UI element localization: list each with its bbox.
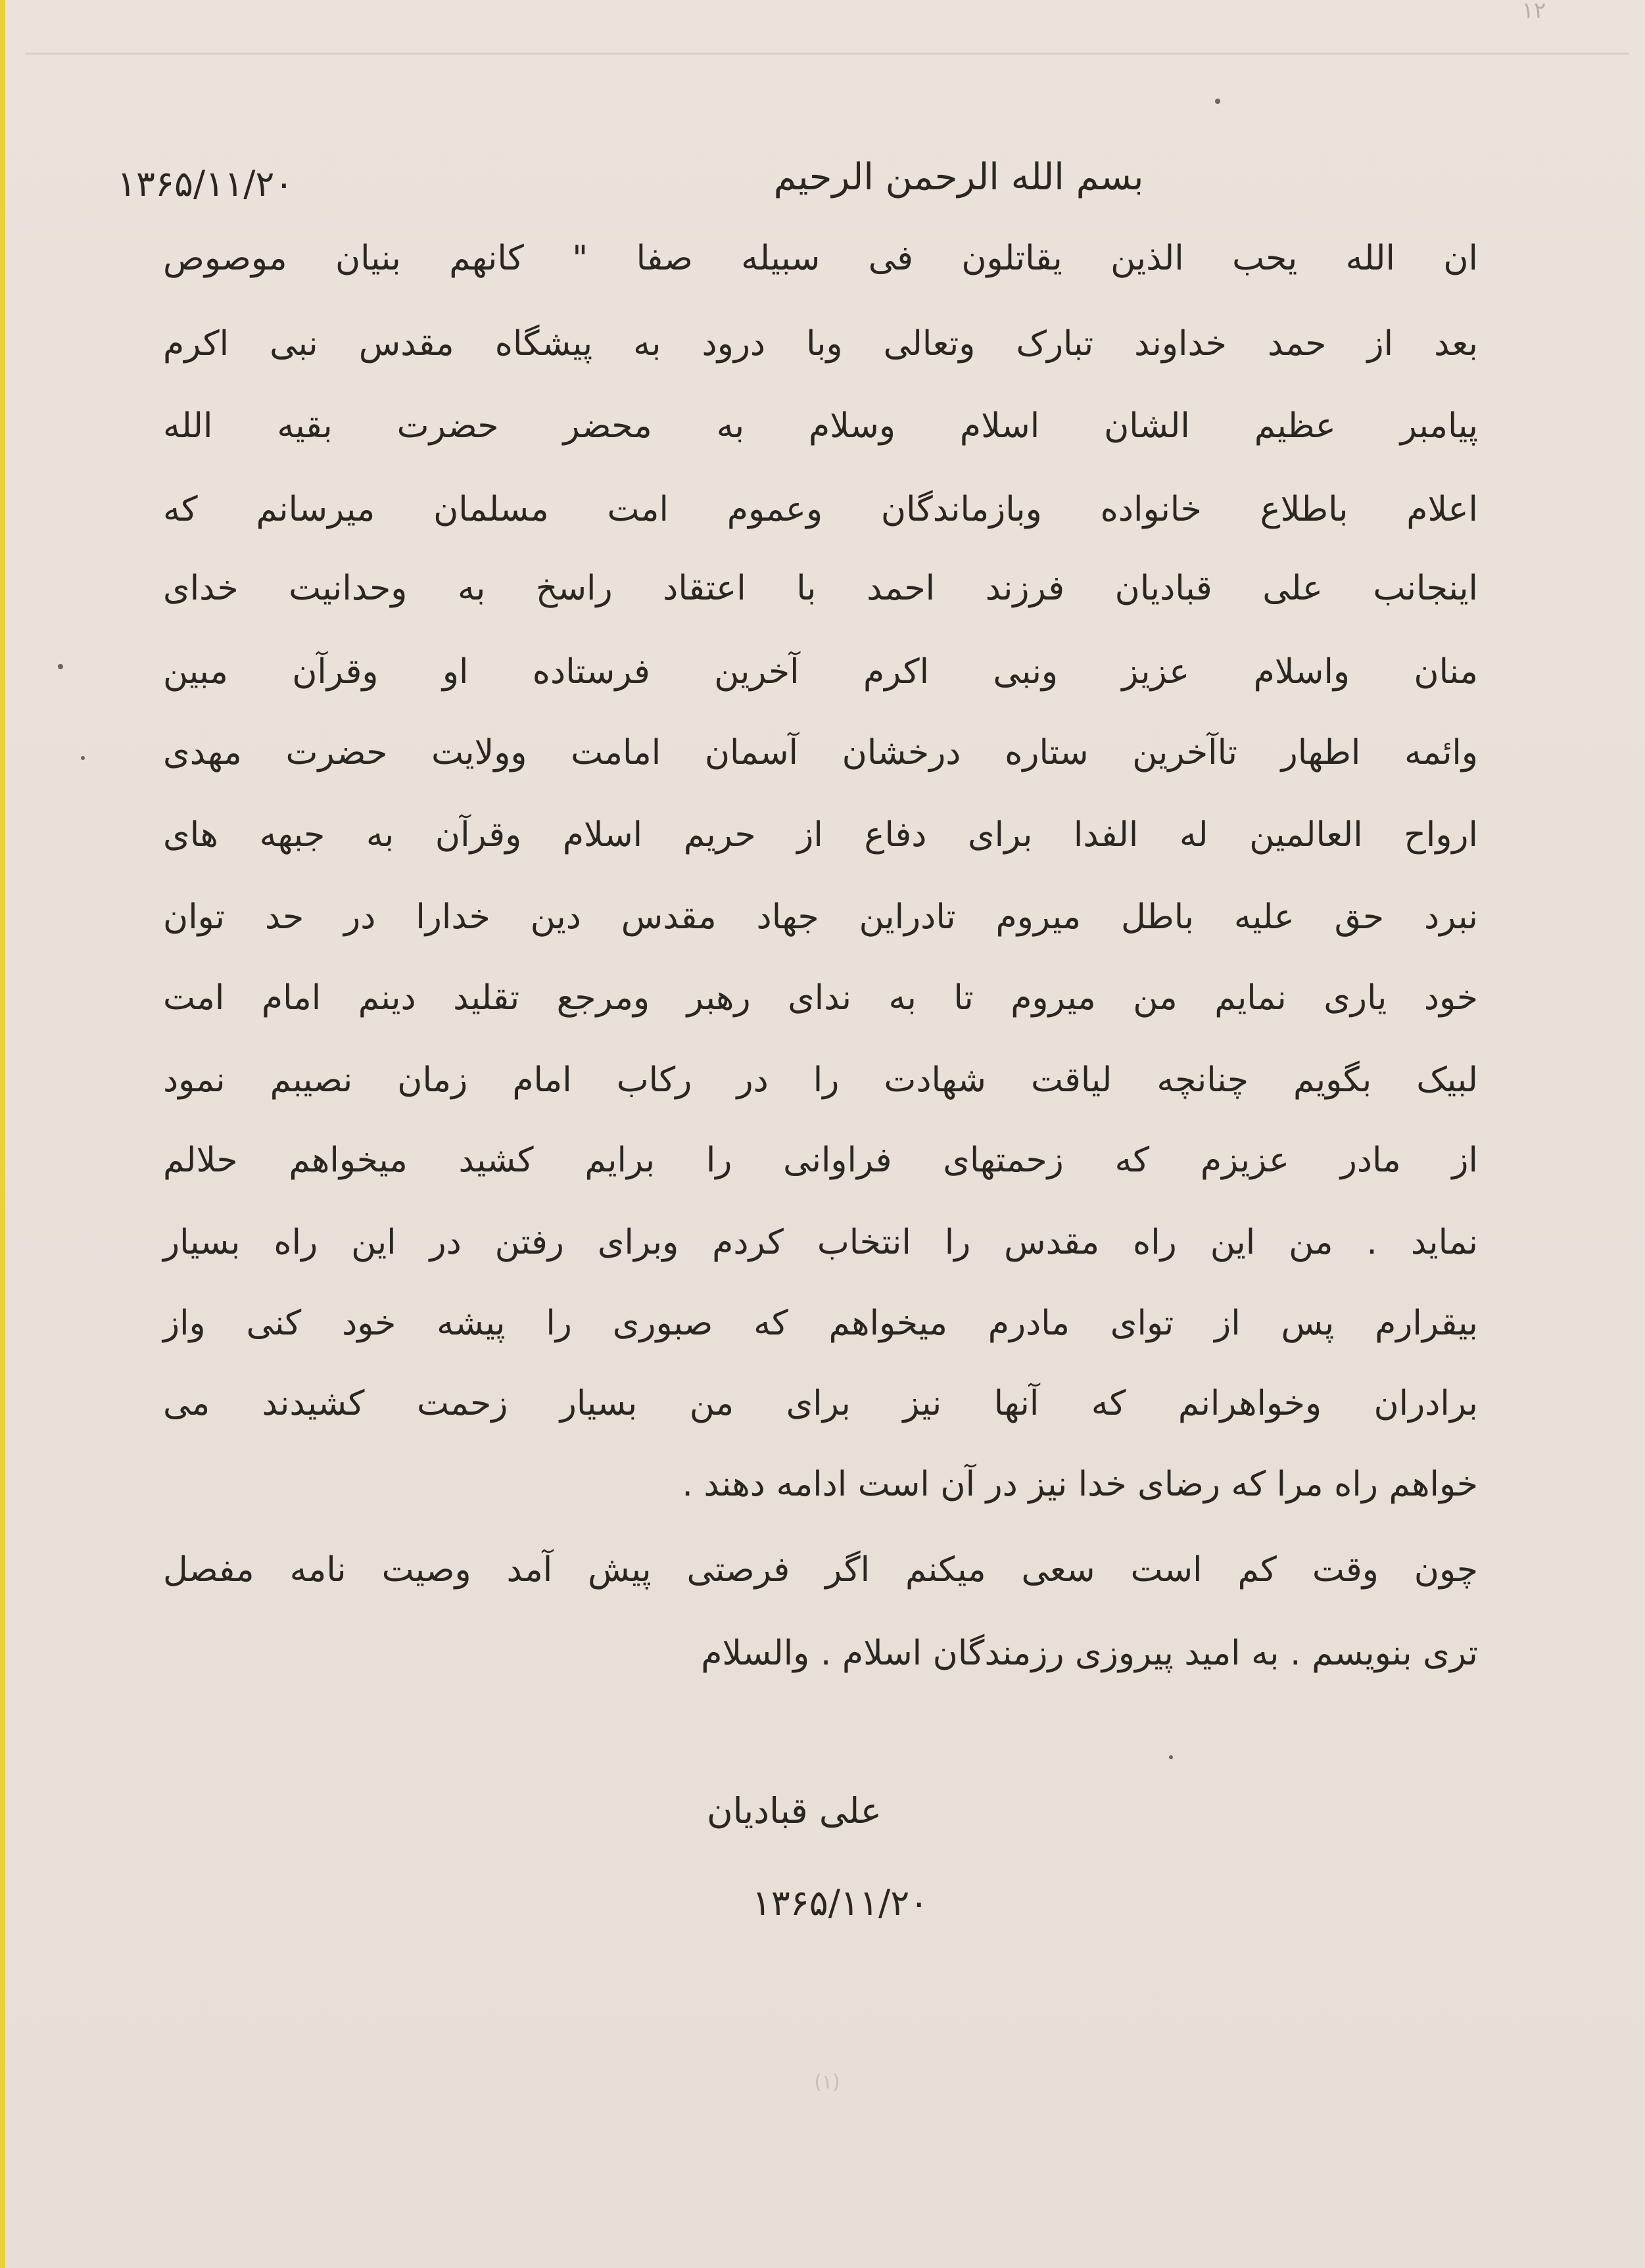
body-line-10: خود یاری نمایم من میروم تا به ندای رهبر ومرجع تقلید دینم امام امت — [163, 978, 1478, 1018]
page-number-mark: ۱۲ — [1521, 0, 1546, 24]
body-line-3: پیامبر عظیم الشان اسلام وسلام به محضر حضرت بقیه الله — [163, 406, 1478, 446]
letter-page — [5, 0, 1645, 2268]
ink-speck — [1215, 99, 1220, 104]
body-line-18: تری بنویسم . به امید پیروزی رزمندگان اسلام . والسلام — [701, 1634, 1478, 1673]
body-line-16: خواهم راه مرا که رضای خدا نیز در آن است ادامه دهند . — [682, 1465, 1478, 1504]
body-line-5: اینجانب علی قبادیان فرزند احمد با اعتقاد راسخ به وحدانیت خدای — [163, 569, 1478, 608]
ink-speck — [58, 664, 63, 669]
body-line-13: نماید . من این راه مقدس را انتخاب کردم وبرای رفتن در این راه بسیار — [163, 1223, 1478, 1262]
body-line-1: ان الله یحب الذین یقاتلون فی سبیله صفا " کانهم بنیان موصوص — [163, 239, 1478, 278]
basmala-heading: بسم الله الرحمن الرحیم — [773, 156, 1144, 199]
body-line-15: برادران وخواهرانم که آنها نیز برای من بسیار زحمت کشیدند می — [163, 1384, 1478, 1423]
body-line-12: از مادر عزیزم که زحمتهای فراوانی را برایم کشید میخواهم حلالم — [163, 1141, 1478, 1180]
body-line-9: نبرد حق علیه باطل میروم تادراین جهاد مقدس دین خدارا در حد توان — [163, 897, 1478, 937]
body-line-17: چون وقت کم است سعی میکنم اگر فرصتی پیش آمد وصیت نامه مفصل — [163, 1550, 1478, 1590]
top-rule — [25, 53, 1629, 55]
body-line-7: وائمه اطهار تاآخرین ستاره درخشان آسمان امامت وولایت حضرت مهدی — [163, 733, 1478, 772]
body-line-4: اعلام باطلاع خانواده وبازماندگان وعموم امت مسلمان میرسانم که — [163, 490, 1478, 529]
page-edge — [0, 0, 5, 2268]
body-line-6: منان واسلام عزیز ونبی اکرم آخرین فرستاده او وقرآن مبین — [163, 652, 1478, 692]
ink-speck — [1169, 1755, 1173, 1759]
body-line-14: بیقرارم پس از توای مادرم میخواهم که صبوری را پیشه خود کنی واز — [163, 1304, 1478, 1343]
footer-page-mark: (۱) — [814, 2071, 840, 2094]
body-line-8: ارواح العالمین له الفدا برای دفاع از حریم اسلام وقرآن به جبهه های — [163, 815, 1478, 855]
ink-speck — [81, 756, 85, 760]
body-line-11: لبیک بگویم چنانچه لیاقت شهادت را در رکاب امام زمان نصیبم نمود — [163, 1060, 1478, 1100]
header-date: ۱۳۶۵/۱۱/۲۰ — [117, 163, 294, 204]
signature-date: ۱۳۶۵/۱۱/۲۰ — [751, 1882, 929, 1924]
signature-name: علی قبادیان — [706, 1790, 882, 1831]
body-line-2: بعد از حمد خداوند تبارک وتعالی وبا درود به پیشگاه مقدس نبی اکرم — [163, 324, 1478, 364]
